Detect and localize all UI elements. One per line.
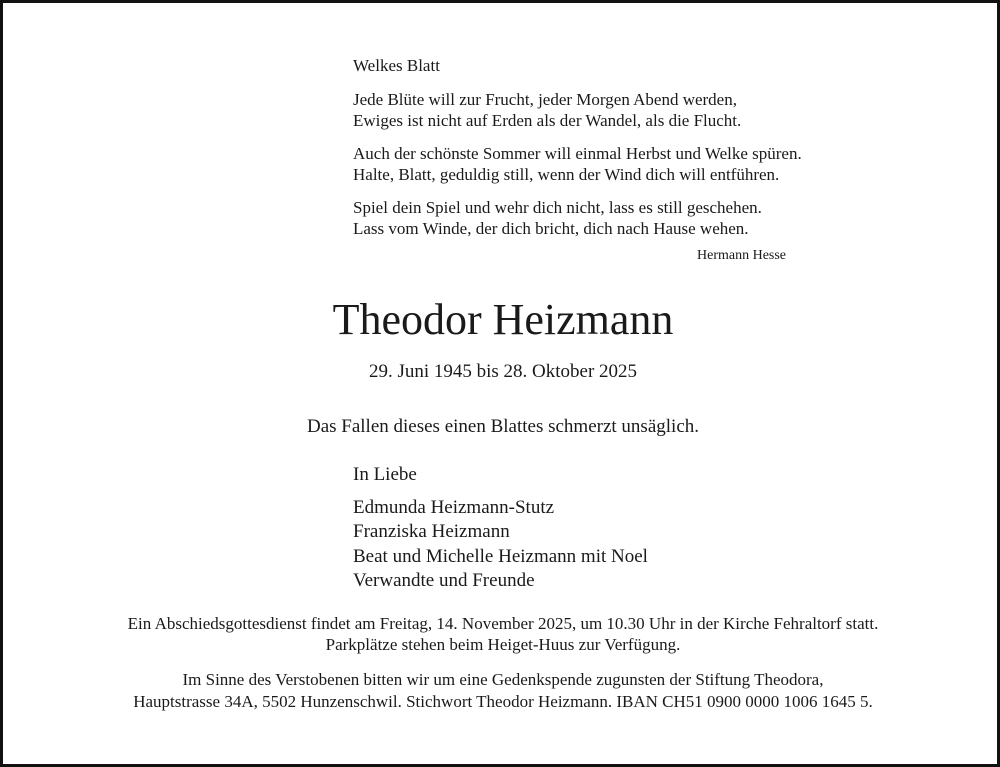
poem-line: Jede Blüte will zur Frucht, jeder Morgen Abend werden, <box>353 90 737 109</box>
service-info <box>3 613 1000 655</box>
poem-stanza <box>353 197 893 239</box>
poem <box>353 55 893 251</box>
service-line: Parkplätze stehen beim Heiget-Huus zur Verfügung. <box>325 635 681 654</box>
poem-stanza <box>353 143 893 185</box>
mourner-name: Franziska Heizmann <box>353 521 510 542</box>
poem-line: Lass vom Winde, der dich bricht, dich nach Hause wehen. <box>353 219 749 238</box>
donation-line: Im Sinne des Verstobenen bitten wir um eine Gedenkspende zugunsten der Stiftung Theodora, <box>182 670 824 689</box>
life-dates: 29. Juni 1945 bis 28. Oktober 2025 <box>368 361 638 382</box>
mourner-name: Beat und Michelle Heizmann mit Noel <box>353 545 648 567</box>
deceased-name: Theodor Heizmann <box>332 295 674 344</box>
mourner-name: Edmunda Heizmann-Stutz <box>353 496 555 518</box>
poem-author: Hermann Hesse <box>697 248 787 263</box>
poem-stanza <box>353 89 893 131</box>
donation-info <box>3 669 1000 713</box>
poem-line: Halte, Blatt, geduldig still, wenn der Wind dich will entführen. <box>353 165 780 184</box>
memorial-quote: Das Fallen dieses einen Blattes schmerzt unsäglich. <box>306 416 700 437</box>
poem-line: Auch der schönste Sommer will einmal Herbst und Welke spüren. <box>353 144 802 163</box>
poem-title: Welkes Blatt <box>353 56 440 75</box>
mourners-list <box>353 463 648 594</box>
service-line: Ein Abschiedsgottesdienst findet am Freitag, 14. November 2025, um 10.30 Uhr in der Kirche Fehraltorf statt. <box>127 614 879 633</box>
poem-line: Spiel dein Spiel und wehr dich nicht, lass es still geschehen. <box>353 198 762 217</box>
mourners-intro: In Liebe <box>353 464 417 485</box>
poem-line: Ewiges ist nicht auf Erden als der Wandel, als die Flucht. <box>353 111 742 130</box>
donation-line: Hauptstrasse 34A, 5502 Hunzenschwil. Stichwort Theodor Heizmann. IBAN CH51 0900 0000 1006 1645 5. <box>133 692 873 711</box>
mourner-name: Verwandte und Freunde <box>353 570 535 591</box>
